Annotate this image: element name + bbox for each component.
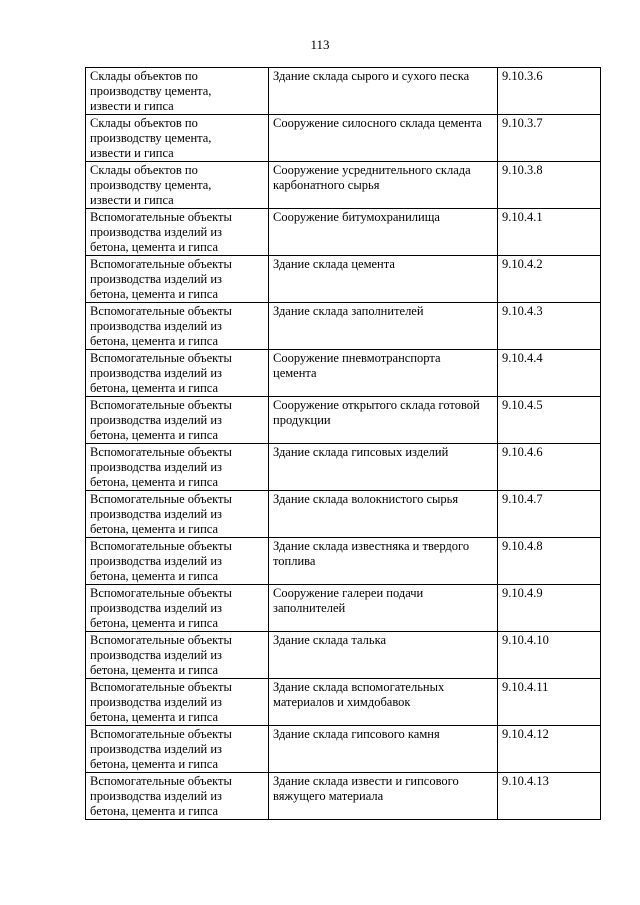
- category-cell: Вспомогательные объекты производства изделий из бетона, цемента и гипса: [86, 397, 269, 444]
- code-cell: 9.10.4.2: [498, 256, 601, 303]
- category-cell: Вспомогательные объекты производства изделий из бетона, цемента и гипса: [86, 632, 269, 679]
- category-cell: Вспомогательные объекты производства изделий из бетона, цемента и гипса: [86, 303, 269, 350]
- object-cell: Здание склада цемента: [269, 256, 498, 303]
- object-cell: Здание склада известняка и твердого топлива: [269, 538, 498, 585]
- table-row: [86, 68, 601, 115]
- category-cell: Склады объектов по производству цемента, извести и гипса: [86, 162, 269, 209]
- table-row: [86, 162, 601, 209]
- code-cell: 9.10.4.9: [498, 585, 601, 632]
- table-row: [86, 679, 601, 726]
- table-row: [86, 491, 601, 538]
- code-cell: 9.10.4.13: [498, 773, 601, 820]
- object-cell: Сооружение открытого склада готовой продукции: [269, 397, 498, 444]
- object-cell: Здание склада заполнителей: [269, 303, 498, 350]
- table-row: [86, 538, 601, 585]
- category-cell: Склады объектов по производству цемента, извести и гипса: [86, 115, 269, 162]
- category-cell: Вспомогательные объекты производства изделий из бетона, цемента и гипса: [86, 773, 269, 820]
- object-cell: Сооружение битумохранилища: [269, 209, 498, 256]
- category-cell: Вспомогательные объекты производства изделий из бетона, цемента и гипса: [86, 726, 269, 773]
- code-cell: 9.10.4.12: [498, 726, 601, 773]
- object-cell: Здание склада гипсового камня: [269, 726, 498, 773]
- table-row: [86, 256, 601, 303]
- category-cell: Вспомогательные объекты производства изделий из бетона, цемента и гипса: [86, 491, 269, 538]
- object-cell: Сооружение галереи подачи заполнителей: [269, 585, 498, 632]
- object-cell: Сооружение силосного склада цемента: [269, 115, 498, 162]
- code-cell: 9.10.4.4: [498, 350, 601, 397]
- code-cell: 9.10.4.8: [498, 538, 601, 585]
- category-cell: Склады объектов по производству цемента, извести и гипса: [86, 68, 269, 115]
- code-cell: 9.10.3.6: [498, 68, 601, 115]
- table-row: [86, 303, 601, 350]
- object-cell: Здание склада вспомогательных материалов и химдобавок: [269, 679, 498, 726]
- code-cell: 9.10.4.1: [498, 209, 601, 256]
- code-cell: 9.10.4.11: [498, 679, 601, 726]
- code-cell: 9.10.4.3: [498, 303, 601, 350]
- object-cell: Здание склада сырого и сухого песка: [269, 68, 498, 115]
- object-cell: Сооружение усреднительного склада карбонатного сырья: [269, 162, 498, 209]
- category-cell: Вспомогательные объекты производства изделий из бетона, цемента и гипса: [86, 256, 269, 303]
- table-row: [86, 209, 601, 256]
- code-cell: 9.10.3.8: [498, 162, 601, 209]
- table-row: [86, 115, 601, 162]
- object-cell: Здание склада талька: [269, 632, 498, 679]
- code-cell: 9.10.4.6: [498, 444, 601, 491]
- object-cell: Сооружение пневмотранспорта цемента: [269, 350, 498, 397]
- objects-table: [85, 67, 601, 820]
- table-row: [86, 632, 601, 679]
- category-cell: Вспомогательные объекты производства изделий из бетона, цемента и гипса: [86, 444, 269, 491]
- table-row: [86, 350, 601, 397]
- category-cell: Вспомогательные объекты производства изделий из бетона, цемента и гипса: [86, 209, 269, 256]
- category-cell: Вспомогательные объекты производства изделий из бетона, цемента и гипса: [86, 538, 269, 585]
- table-row: [86, 444, 601, 491]
- code-cell: 9.10.4.5: [498, 397, 601, 444]
- table-body: [86, 68, 601, 820]
- object-cell: Здание склада волокнистого сырья: [269, 491, 498, 538]
- code-cell: 9.10.4.10: [498, 632, 601, 679]
- object-cell: Здание склада извести и гипсового вяжущего материала: [269, 773, 498, 820]
- table-row: [86, 773, 601, 820]
- code-cell: 9.10.4.7: [498, 491, 601, 538]
- table-row: [86, 585, 601, 632]
- table-row: [86, 726, 601, 773]
- category-cell: Вспомогательные объекты производства изделий из бетона, цемента и гипса: [86, 679, 269, 726]
- category-cell: Вспомогательные объекты производства изделий из бетона, цемента и гипса: [86, 585, 269, 632]
- code-cell: 9.10.3.7: [498, 115, 601, 162]
- category-cell: Вспомогательные объекты производства изделий из бетона, цемента и гипса: [86, 350, 269, 397]
- page-number: 113: [310, 37, 330, 52]
- object-cell: Здание склада гипсовых изделий: [269, 444, 498, 491]
- table-row: [86, 397, 601, 444]
